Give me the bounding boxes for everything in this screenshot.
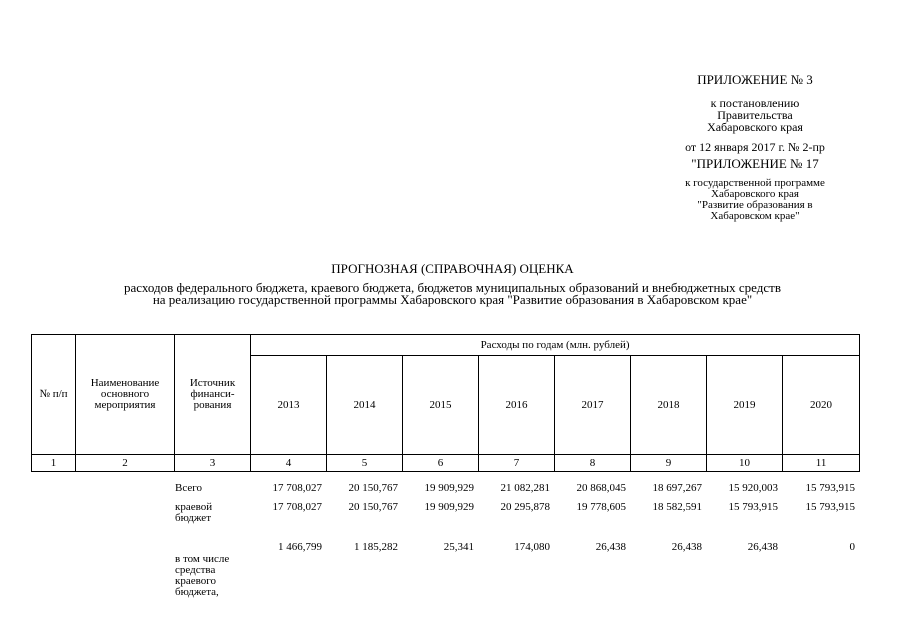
row-value: 19 909,929	[424, 482, 474, 494]
col-number: 7	[479, 455, 555, 472]
annex-line: Правительства	[717, 108, 793, 122]
row-value: 26,438	[671, 541, 702, 553]
annex-date-line: от 12 января 2017 г. № 2-пр	[685, 140, 825, 154]
row-source-label: в том числе средства краевого бюджета,	[175, 553, 230, 598]
annex-prev-heading: "ПРИЛОЖЕНИЕ № 17	[691, 156, 819, 171]
col-header-year: 2017	[555, 356, 631, 455]
expenses-table	[31, 334, 860, 472]
annex-prev-lines	[640, 178, 870, 222]
col-header-year: 2015	[403, 356, 479, 455]
row-value: 1 185,282	[354, 541, 398, 553]
row-value: 20 150,767	[348, 482, 398, 494]
col-number: 2	[76, 455, 175, 472]
row-source-label: Всего	[175, 482, 202, 494]
subtitle-line: на реализацию государственной программы Хабаровского края "Развитие образования в Хабаровском крае"	[152, 292, 753, 307]
col-number: 6	[403, 455, 479, 472]
col-header-source: Источник финанси-рования	[175, 335, 251, 455]
row-value: 25,341	[443, 541, 474, 553]
col-number: 3	[175, 455, 251, 472]
row-value: 20 295,878	[500, 501, 550, 513]
col-header-year: 2019	[707, 356, 783, 455]
document-title: ПРОГНОЗНАЯ (СПРАВОЧНАЯ) ОЦЕНКА	[331, 261, 574, 276]
row-value: 18 582,591	[652, 501, 702, 513]
col-header-year: 2018	[631, 356, 707, 455]
row-value: 1 466,799	[278, 541, 322, 553]
col-header-year: 2014	[327, 356, 403, 455]
document-subtitle	[40, 282, 865, 306]
row-value: 15 920,003	[728, 482, 778, 494]
col-header-year: 2016	[479, 356, 555, 455]
row-value: 0	[849, 541, 855, 553]
col-number: 9	[631, 455, 707, 472]
row-value: 17 708,027	[272, 482, 322, 494]
subtitle-line: расходов федерального бюджета, краевого бюджета, бюджетов муниципальных образований и внебюджетных средств	[124, 280, 781, 295]
row-value: 20 150,767	[348, 501, 398, 513]
row-value: 19 778,605	[576, 501, 626, 513]
row-value: 26,438	[747, 541, 778, 553]
row-value: 26,438	[595, 541, 626, 553]
col-number: 8	[555, 455, 631, 472]
annex-lines	[640, 97, 870, 133]
annex-prev-line: "Развитие образования в	[697, 199, 813, 211]
col-header-year: 2020	[783, 356, 860, 455]
row-value: 15 793,915	[728, 501, 778, 513]
row-value: 18 697,267	[652, 482, 702, 494]
col-header-year: 2013	[251, 356, 327, 455]
annex-prev-line: Хабаровского края	[711, 188, 799, 200]
col-number: 1	[32, 455, 76, 472]
row-value: 174,080	[514, 541, 550, 553]
col-header-name: Наименование основного мероприятия	[76, 335, 175, 455]
col-number: 10	[707, 455, 783, 472]
annex-line: Хабаровского края	[707, 120, 803, 134]
row-value: 21 082,281	[500, 482, 550, 494]
col-number: 4	[251, 455, 327, 472]
row-value: 19 909,929	[424, 501, 474, 513]
annex-prev-line: к государственной программе	[685, 177, 825, 189]
col-number: 5	[327, 455, 403, 472]
col-header-no: № п/п	[32, 335, 76, 455]
col-header-expenses: Расходы по годам (млн. рублей)	[251, 335, 860, 356]
row-value: 17 708,027	[272, 501, 322, 513]
row-value: 15 793,915	[805, 482, 855, 494]
annex-heading: ПРИЛОЖЕНИЕ № 3	[697, 72, 813, 87]
row-value: 20 868,045	[576, 482, 626, 494]
row-value: 15 793,915	[805, 501, 855, 513]
annex-prev-line: Хабаровском крае"	[710, 210, 800, 222]
row-source-label: краевой бюджет	[175, 501, 213, 524]
annex-line: к постановлению	[710, 96, 800, 110]
col-number: 11	[783, 455, 860, 472]
